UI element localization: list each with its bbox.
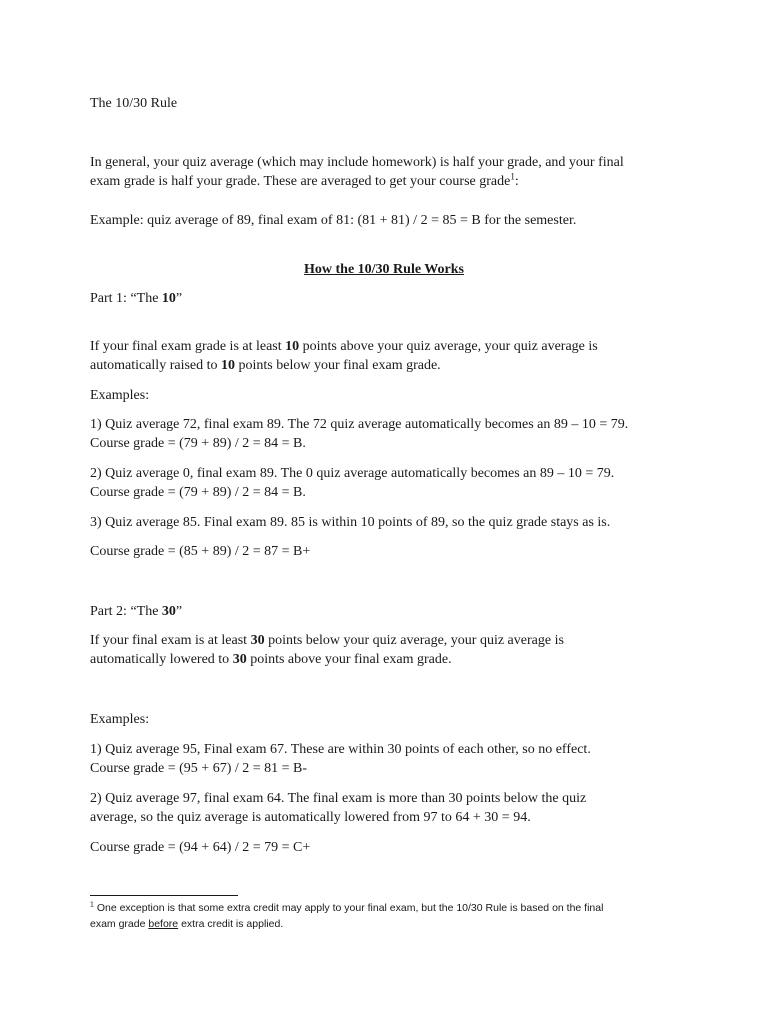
part1-description: [90, 337, 690, 375]
footnote-line2-a: exam grade: [90, 918, 149, 930]
part2-ex2-line2: average, so the quiz average is automatically lowered from 97 to 64 + 30 = 94.: [90, 810, 531, 825]
part1-desc1-c: points above your quiz average, your quiz average is: [299, 339, 598, 354]
part1-label: [90, 289, 690, 308]
part2-example-2-grade: Course grade = (94 + 64) / 2 = 79 = C+: [90, 840, 311, 855]
footnote-line2-c: extra credit is applied.: [178, 918, 284, 930]
footnote-divider: [90, 895, 238, 896]
footnote-ref: 1: [510, 171, 515, 182]
part1-desc1-b: 10: [285, 339, 300, 354]
part2-ex1-line2: Course grade = (95 + 67) / 2 = 81 = B-: [90, 761, 308, 776]
part2-description: [90, 631, 690, 669]
part1-ex2-line2: Course grade = (79 + 89) / 2 = 84 = B.: [90, 485, 306, 500]
part2-label-bold: 30: [161, 604, 176, 619]
part2-label-post: ”: [175, 604, 183, 619]
part2-desc1-c: points below your quiz average, your quiz average is: [264, 633, 564, 648]
part2-example-2: [90, 789, 690, 827]
example-line: Example: quiz average of 89, final exam of 81: (81 + 81) / 2 = 85 = B for the semester.: [90, 213, 577, 228]
part2-ex2-line1: 2) Quiz average 97, final exam 64. The final exam is more than 30 points below the quiz: [90, 791, 587, 806]
part2-label-pre: Part 2: “The: [90, 604, 162, 619]
part1-label-pre: Part 1: “The: [90, 291, 162, 306]
part1-example-1: [90, 415, 690, 453]
part2-label: [90, 602, 690, 621]
part2-ex1-line1: 1) Quiz average 95, Final exam 67. These are within 30 points of each other, so no effect.: [90, 742, 591, 757]
intro-paragraph: [90, 153, 690, 191]
part2-examples-label: Examples:: [90, 712, 150, 727]
intro-line-2: exam grade is half your grade. These are averaged to get your course grade: [90, 174, 511, 189]
part1-ex1-line2: Course grade = (79 + 89) / 2 = 84 = B.: [90, 436, 306, 451]
part1-desc2-a: automatically raised to: [90, 358, 222, 373]
part1-desc2-c: points below your final exam grade.: [235, 358, 441, 373]
part1-label-bold: 10: [161, 291, 176, 306]
part1-desc1-a: If your final exam grade is at least: [90, 339, 286, 354]
intro-line-2-end: :: [514, 174, 519, 189]
part1-example-3-grade: Course grade = (85 + 89) / 2 = 87 = B+: [90, 544, 311, 559]
footnote-marker: 1: [90, 901, 94, 909]
part1-ex2-line1: 2) Quiz average 0, final exam 89. The 0 quiz average automatically becomes an 89 – 10 = 79.: [90, 466, 615, 481]
part2-desc2-c: points above your final exam grade.: [246, 652, 452, 667]
part2-desc2-b: 30: [232, 652, 247, 667]
footnote-line1: One exception is that some extra credit may apply to your final exam, but the 10/30 Rule is based on the final: [93, 902, 604, 914]
part1-examples-label: Examples:: [90, 388, 150, 403]
part2-desc1-a: If your final exam is at least: [90, 633, 251, 648]
footnote: [90, 900, 690, 932]
part1-label-post: ”: [175, 291, 183, 306]
part1-example-3: 3) Quiz average 85. Final exam 89. 85 is within 10 points of 89, so the quiz grade stays as is.: [90, 515, 611, 530]
section-heading: How the 10/30 Rule Works: [304, 262, 464, 277]
footnote-line2-b: before: [148, 918, 179, 930]
part2-example-1: [90, 740, 690, 778]
part2-desc1-b: 30: [250, 633, 265, 648]
part1-desc2-b: 10: [221, 358, 236, 373]
part2-desc2-a: automatically lowered to: [90, 652, 233, 667]
document-title: The 10/30 Rule: [90, 96, 178, 111]
part1-ex1-line1: 1) Quiz average 72, final exam 89. The 72 quiz average automatically becomes an 89 – 10 = 79.: [90, 417, 629, 432]
intro-line-1: In general, your quiz average (which may include homework) is half your grade, and your final: [90, 155, 624, 170]
part1-example-2: [90, 464, 690, 502]
